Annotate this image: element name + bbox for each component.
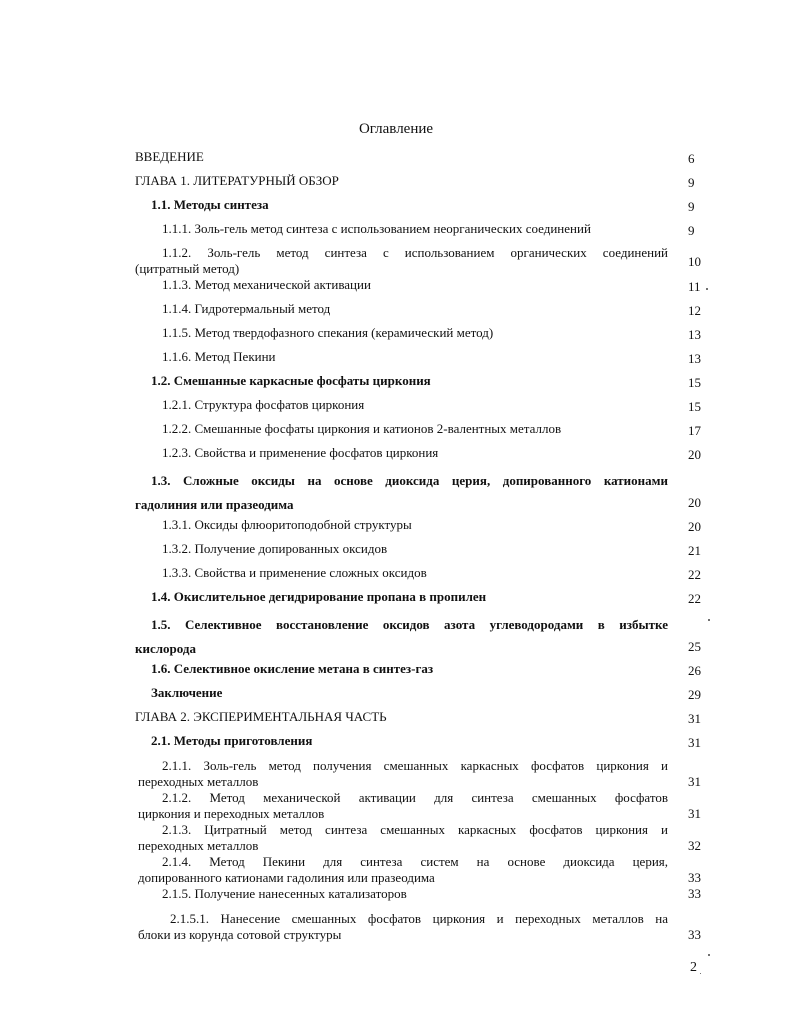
- toc-entry-line: 2.1.2. Метод механической активации для синтеза смешанных фосфатов: [162, 790, 668, 805]
- toc-page-number: 29: [688, 687, 701, 702]
- toc-entry-line: 2.1.1. Золь-гель метод получения смешанных каркасных фосфатов циркония и: [162, 758, 668, 773]
- toc-page-number: 21: [688, 543, 701, 558]
- toc-page-number: 12: [688, 303, 701, 318]
- toc-page-number: 17: [688, 423, 701, 438]
- toc-page-number: 31: [688, 774, 701, 789]
- toc-entry-1-1-3[interactable]: 1.1.3. Метод механической активации: [162, 277, 371, 292]
- toc-page-number: 9: [688, 199, 695, 214]
- toc-entry-1-3-2[interactable]: 1.3.2. Получение допированных оксидов: [162, 541, 388, 556]
- toc-page-number: 13: [688, 327, 701, 342]
- toc-page-number: 31: [688, 806, 701, 821]
- toc-entry-1-2-2[interactable]: 1.2.2. Смешанные фосфаты циркония и катионов 2-валентных металлов: [162, 421, 562, 436]
- toc-entry-line: (цитратный метод): [135, 261, 240, 276]
- toc-entry-2-1-4[interactable]: [138, 854, 668, 886]
- toc-entry-1-1[interactable]: 1.1. Методы синтеза: [151, 197, 269, 212]
- toc-page-number: 32: [688, 838, 701, 853]
- toc-page-number: 26: [688, 663, 701, 678]
- toc-page-number: 15: [688, 375, 701, 390]
- toc-entry-1-3[interactable]: [135, 469, 668, 517]
- toc-entry-line: 2.1.5.1. Нанесение смешанных фосфатов циркония и переходных металлов на: [170, 911, 668, 926]
- toc-entry-1-5[interactable]: [135, 613, 668, 661]
- toc-entry-1-1-5[interactable]: 1.1.5. Метод твердофазного спекания (керамический метод): [162, 325, 494, 340]
- scan-speck: [708, 619, 710, 621]
- toc-entry-line: 2.1.3. Цитратный метод синтеза смешанных каркасных фосфатов циркония и: [162, 822, 668, 837]
- toc-page-number: 9: [688, 175, 695, 190]
- toc-page-number: 33: [688, 886, 701, 901]
- toc-entry-1-2-3[interactable]: 1.2.3. Свойства и применение фосфатов циркония: [162, 445, 439, 460]
- toc-page-number: 20: [688, 519, 701, 534]
- toc-page-number: 10: [688, 254, 701, 269]
- toc-entry-line: 1.5. Селективное восстановление оксидов азота углеводородами в избытке: [151, 617, 668, 632]
- toc-entry-line: кислорода: [135, 641, 196, 656]
- toc-entry-line: 1.3. Сложные оксиды на основе диоксида церия, допированного катионами: [151, 473, 668, 488]
- toc-page-number: 31: [688, 735, 701, 750]
- toc-page-number: 33: [688, 927, 701, 942]
- toc-entry-1-1-4[interactable]: 1.1.4. Гидротермальный метод: [162, 301, 331, 316]
- toc-page-number: 22: [688, 567, 701, 582]
- toc-page-number: 15: [688, 399, 701, 414]
- toc-entry-line: циркония и переходных металлов: [138, 806, 325, 821]
- toc-page-number: 20: [688, 447, 701, 462]
- toc-entry-2-1-5-1[interactable]: [138, 911, 668, 943]
- toc-page-number: 22: [688, 591, 701, 606]
- scan-speck: [706, 288, 708, 290]
- scan-speck: [708, 954, 710, 956]
- toc-entry-chapter-2[interactable]: ГЛАВА 2. ЭКСПЕРИМЕНТАЛЬНАЯ ЧАСТЬ: [135, 709, 387, 724]
- scan-speck: [700, 973, 701, 974]
- page-number: 2: [690, 960, 697, 975]
- toc-entry-line: блоки из корунда сотовой структуры: [138, 927, 342, 942]
- toc-entry-line: допированного катионами гадолиния или празеодима: [138, 870, 435, 885]
- toc-entry-line: 1.1.2. Золь-гель метод синтеза с использованием органических соединений: [162, 245, 668, 260]
- toc-entry-1-3-1[interactable]: 1.3.1. Оксиды флюоритоподобной структуры: [162, 517, 412, 532]
- toc-entry-line: 2.1.4. Метод Пекини для синтеза систем на основе диоксида церия,: [162, 854, 668, 869]
- toc-entry-conclusion[interactable]: Заключение: [151, 685, 223, 700]
- toc-page-number: 31: [688, 711, 701, 726]
- toc-entry-line: переходных металлов: [138, 838, 259, 853]
- toc-entry-1-2[interactable]: 1.2. Смешанные каркасные фосфаты циркония: [151, 373, 431, 388]
- page-title: Оглавление: [358, 121, 434, 137]
- toc-entry-line: гадолиния или празеодима: [135, 497, 294, 512]
- toc-entry-2-1-1[interactable]: [138, 758, 668, 790]
- toc-entry-2-1-5[interactable]: 2.1.5. Получение нанесенных катализаторов: [162, 886, 407, 901]
- toc-entry-chapter-1[interactable]: ГЛАВА 1. ЛИТЕРАТУРНЫЙ ОБЗОР: [135, 173, 339, 188]
- toc-entry-1-6[interactable]: 1.6. Селективное окисление метана в синтез-газ: [151, 661, 434, 676]
- toc-page-number: 33: [688, 870, 701, 885]
- toc-page-number: 11: [688, 279, 701, 294]
- toc-entry-1-1-2[interactable]: [135, 245, 668, 277]
- toc-entry-2-1-2[interactable]: [138, 790, 668, 822]
- toc-entry-1-1-6[interactable]: 1.1.6. Метод Пекини: [162, 349, 276, 364]
- toc-page-number: 20: [688, 495, 701, 510]
- toc-page-number: 6: [688, 151, 695, 166]
- toc-entry-1-1-1[interactable]: 1.1.1. Золь-гель метод синтеза с использованием неорганических соединений: [162, 221, 591, 236]
- toc-page-number: 13: [688, 351, 701, 366]
- toc-entry-1-4[interactable]: 1.4. Окислительное дегидрирование пропана в пропилен: [151, 589, 487, 604]
- toc-entry-introduction[interactable]: ВВЕДЕНИЕ: [135, 149, 204, 164]
- toc-page-number: 25: [688, 639, 701, 654]
- toc-entry-line: переходных металлов: [138, 774, 259, 789]
- toc-entry-2-1-3[interactable]: [138, 822, 668, 854]
- toc-entry-1-3-3[interactable]: 1.3.3. Свойства и применение сложных оксидов: [162, 565, 427, 580]
- toc-entry-2-1[interactable]: 2.1. Методы приготовления: [151, 733, 313, 748]
- toc-entry-1-2-1[interactable]: 1.2.1. Структура фосфатов циркония: [162, 397, 365, 412]
- toc-page-number: 9: [688, 223, 695, 238]
